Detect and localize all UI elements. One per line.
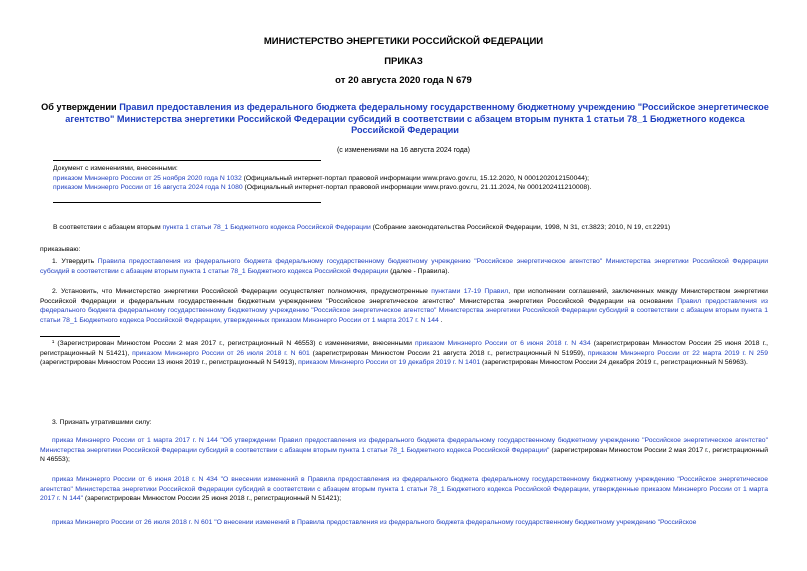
repeal-link-2[interactable]: приказ Минэнерго России от 6 июня 2018 г. N 434 "О внесении изменений в Правила предоставления из федерального бюджета федеральному государственному бюджетному учреждению "Российское энергетическое агентство" Министерства энергетики Российской Федерации субсидий в соответствии с абзацем вторым пункта 1 статьи 78_1 Бюджетного кодекса Российской Федерации, утвержденные приказом Минэнерго России от 1 марта 2017 г. N 144" [40,476,768,503]
old-rules-link[interactable]: Правил предоставления из федерального бюджета федеральному государственному бюджетному учреждению "Российское энергетическое агентство" Министерства энергетики Российской Федерации субсидий в соответствии с абзацем вторым пункта 1 статьи 78_1 Бюджетного кодекса Российской Федерации, утвержденных приказом Минэнерго России от 1 марта 2017 г. N 144 [40,297,768,324]
budget-code-link[interactable]: пункта 1 статьи 78_1 Бюджетного кодекса Российской Федерации [162,224,371,231]
divider-top [53,160,321,161]
orders-text: приказываю: [40,246,81,253]
document-title [40,102,770,137]
title-rules-link[interactable]: Правил предоставления из федерального бюджета федеральному государственному бюджетному учреждению "Российское энергетическое агентство" Министерства энергетики Российской Федерации субсидий в соответствии с абзацем вторым пункта 1 статьи 78_1 Бюджетного кодекса Российской Федерации [65,102,769,135]
repeal-link-3[interactable]: приказ Минэнерго России от 26 июля 2018 г. N 601 "О внесении изменений в Правила предоставления из федерального бюджета федеральному государственному бюджетному учреждению "Российское [52,519,697,526]
changes-item: приказом Минэнерго России от 16 августа 2024 года N 1080 (Официальный интернет-портал правовой информации www.pravo.gov.ru, 21.11.2024, № 0001202411210008). [53,184,592,192]
change-link-1[interactable]: приказом Минэнерго России от 25 ноября 2020 года N 1032 [53,174,242,182]
divider-bottom [53,202,321,203]
rules-link[interactable]: Правила предоставления из федерального бюджета федеральному государственному бюджетному учреждению "Российское энергетическое агентство" Министерства энергетики Российской Федерации субсидий в соответствии с абзацем вторым пункта 1 статьи 78_1 Бюджетного кодекса Российской Федерации [40,258,769,275]
change-link-2[interactable]: приказом Минэнерго России от 16 августа 2024 года N 1080 [53,184,243,192]
footnote-link-3[interactable]: приказом Минэнерго России от 22 марта 2019 г. N 259 [587,349,768,357]
footnote: ¹ (Зарегистрирован Минюстом России 2 мая 2017 г., регистрационный N 46553) с изменениями, внесенными приказом Минэнерго России от 6 июня 2018 г. N 434 (зарегистрирован Минюстом России 25 июня 2018 г., регистрационный N 51421), приказом Минэнерго России от 26 июля 2018 г. N 601 (зарегистрирован Минюстом России 21 августа 2018 г., регистрационный N 51959), приказом Минэнерго России от 22 марта 2019 г. N 259 (зарегистрирован Минюстом России 13 июня 2019 г., регистрационный N 54913), приказом Минэнерго России от 19 декабря 2019 г. N 1401 (зарегистрирован Минюстом России 24 декабря 2019 г., регистрационный N 56963). [40,340,768,367]
repeal-item: приказ Минэнерго России от 1 марта 2017 г. N 144 "Об утверждении Правил предоставления из федерального бюджета федеральному государственному бюджетному учреждению "Российское энергетическое агентство" Министерства энергетики Российской Федерации субсидий в соответствии с абзацем вторым пункта 1 статьи 78_1 Бюджетного кодекса Российской Федерации" (зарегистрирован Минюстом России 2 мая 2017 г., регистрационный N 46553); [40,437,768,464]
footnote-link-1[interactable]: приказом Минэнерго России от 6 июня 2018 г. N 434 [414,340,591,347]
rules-points-link[interactable]: пунктами 17-19 Правил [431,288,509,295]
changes-item: приказом Минэнерго России от 25 ноября 2020 года N 1032 (Официальный интернет-портал правовой информации www.pravo.gov.ru, 15.12.2020, N 0001202012150044); [53,174,590,182]
paragraph-3: 3. Признать утратившими силу: [52,419,152,426]
paragraph-1: 1. Утвердить Правила предоставления из федерального бюджета федеральному государственному бюджетному учреждению "Российское энергетическое агентство" Министерства энергетики Российской Федерации субсидий в соответствии с абзацем вторым пункта 1 статьи 78_1 Бюджетного кодекса Российской Федерации (далее - Правила). [40,258,769,275]
paragraph-2: 2. Установить, что Министерство энергетики Российской Федерации осуществляет полномочия, предусмотренные пунктами 17-19 Правил, при исполнении соглашений, заключенных между Министерством энергетики Российской Федерации и федеральным государственным бюджетным учреждением "Российское энергетическое агентство" Министерства энергетики Российской Федерации на основании Правил предоставления из федерального бюджета федеральному государственному бюджетному учреждению "Российское энергетическое агентство" Министерства энергетики Российской Федерации субсидий в соответствии с абзацем вторым пункта 1 статьи 78_1 Бюджетного кодекса Российской Федерации, утвержденных приказом Минэнерго России от 1 марта 2017 г. N 144 . [40,288,768,324]
ministry-name: МИНИСТЕРСТВО ЭНЕРГЕТИКИ РОССИЙСКОЙ ФЕДЕРАЦИИ [263,36,544,47]
preamble: В соответствии с абзацем вторым пункта 1 статьи 78_1 Бюджетного кодекса Российской Федерации (Собрание законодательства Российской Федерации, 1998, N 31, ст.3823; 2010, N 19, ст.2291) [53,224,671,231]
changes-block [53,164,693,193]
document-type: ПРИКАЗ [384,56,423,67]
repeal-item: приказ Минэнерго России от 6 июня 2018 г. N 434 "О внесении изменений в Правила предоставления из федерального бюджета федеральному государственному бюджетному учреждению "Российское энергетическое агентство" Министерства энергетики Российской Федерации субсидий в соответствии с абзацем вторым пункта 1 статьи 78_1 Бюджетного кодекса Российской Федерации, утвержденные приказом Минэнерго России от 1 марта 2017 г. N 144" (зарегистрирован Минюстом России 25 июня 2018 г., регистрационный N 51421); [40,476,768,503]
repeal-item [40,518,768,528]
footnote-link-2[interactable]: приказом Минэнерго России от 26 июля 2018 г. N 601 [132,349,310,357]
footnote-divider [40,336,120,337]
revision-note: (с изменениями на 16 августа 2024 года) [336,147,471,154]
document-date-number: от 20 августа 2020 года N 679 [335,75,472,86]
footnote-mark: ¹ [52,340,55,347]
title-prefix: Об утверждении [41,102,120,112]
footnote-link-4[interactable]: приказом Минэнерго России от 19 декабря 2019 г. N 1401 [298,359,481,367]
changes-heading: Документ с изменениями, внесенными: [53,165,178,172]
repeal-link-1[interactable]: приказ Минэнерго России от 1 марта 2017 г. N 144 "Об утверждении Правил предоставления из федерального бюджета федеральному государственному бюджетному учреждению "Российское энергетическое агентство" Министерства энергетики Российской Федерации субсидий в соответствии с абзацем вторым пункта 1 статьи 78_1 Бюджетного кодекса Российской Федерации" [40,437,768,454]
